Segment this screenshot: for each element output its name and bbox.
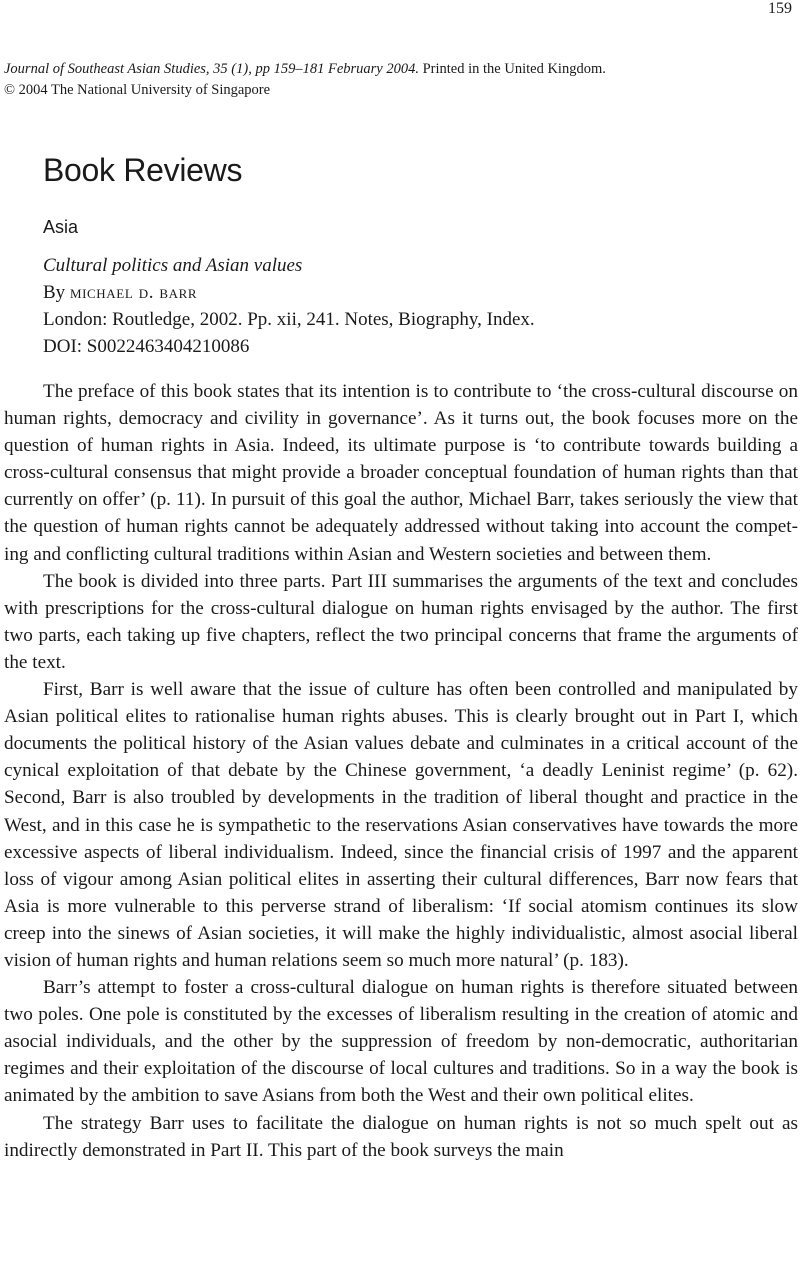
book-doi: DOI: S0022463404210086 <box>43 336 250 357</box>
review-body <box>4 378 798 1164</box>
review-paragraph: The book is divided into three parts. Part III summarises the arguments of the text and concludes with prescriptions for the cross-cultural dialogue on human rights envisaged by the author. The first two parts, each taking up five chapters, reflect the two principal concerns that frame the arguments of the text. <box>4 570 798 673</box>
region-heading: Asia <box>43 217 79 237</box>
page-number: 159 <box>768 0 792 17</box>
copyright-line: © 2004 The National University of Singapore <box>4 82 271 98</box>
printed-in: Printed in the United Kingdom. <box>418 61 606 77</box>
book-author: michael d. barr <box>69 282 198 303</box>
by-prefix: By <box>43 282 70 303</box>
review-paragraph: First, Barr is well aware that the issue of culture has often been controlled and manipulated by Asian political elites to rationalise human rights abuses. This is clearly brought out in Part I, which documents the political history of the Asian values debate and culminates in a critical account of the cynical exploitation of that debate by the Chinese government, ‘a deadly Leninist regime’ (p. 62). Second, Barr is also troubled by developments in the tradition of liberal thought and practice in the West, and in this case he is sympathetic to the reservations Asian conservatives have towards the more excessive aspects of liberal individualism. Indeed, since the financial crisis of 1997 and the apparent loss of vigour among Asian political elites in asserting their cultural differences, Barr now fears that Asia is more vulnerable to this perverse strand of liberalism: ‘If social atomism continues its slow creep into the sinews of Asian societies, it will make the highly individualistic, almost asocial liberal vision of human rights and human relations seem so much more natural’ (p. 183). <box>4 679 798 971</box>
review-paragraph: The strategy Barr uses to facilitate the dialogue on human rights is not so much spelt out as indirectly demonstrated in Part II. This part of the book surveys the main <box>4 1112 798 1161</box>
book-title: Cultural politics and Asian values <box>43 255 303 276</box>
book-metadata <box>43 252 535 360</box>
book-author-line <box>43 279 535 306</box>
review-paragraph: The preface of this book states that its intention is to contribute to ‘the cross-cultural discourse on human rights, democracy and civility in governance’. As it turns out, the book focuses more on the question of human rights in Asia. Indeed, its ultimate purpose is ‘to contribute towards building a cross-cultural consensus that might provide a broader conceptual foundation of human rights than that currently on offer’ (p. 11). In pursuit of this goal the author, Michael Barr, takes seriously the view that the question of human rights cannot be adequately addressed without taking into account the compet-ing and conflicting cultural traditions within Asian and Western societies and between them. <box>4 381 798 565</box>
book-publication: London: Routledge, 2002. Pp. xii, 241. Notes, Biography, Index. <box>43 309 535 330</box>
review-paragraph: Barr’s attempt to foster a cross-cultural dialogue on human rights is therefore situated between two poles. One pole is constituted by the excesses of liberalism resulting in the creation of atomic and asocial individuals, and the other by the suppression of freedom by non-democratic, authoritarian regimes and their exploitation of the discourse of local cultures and traditions. So in a way the book is animated by the ambition to save Asians from both the West and their own political elites. <box>4 977 798 1107</box>
journal-citation: Journal of Southeast Asian Studies, 35 (1), pp 159–181 February 2004. <box>4 61 419 77</box>
section-title: Book Reviews <box>43 152 243 188</box>
journal-citation-line <box>4 60 606 78</box>
